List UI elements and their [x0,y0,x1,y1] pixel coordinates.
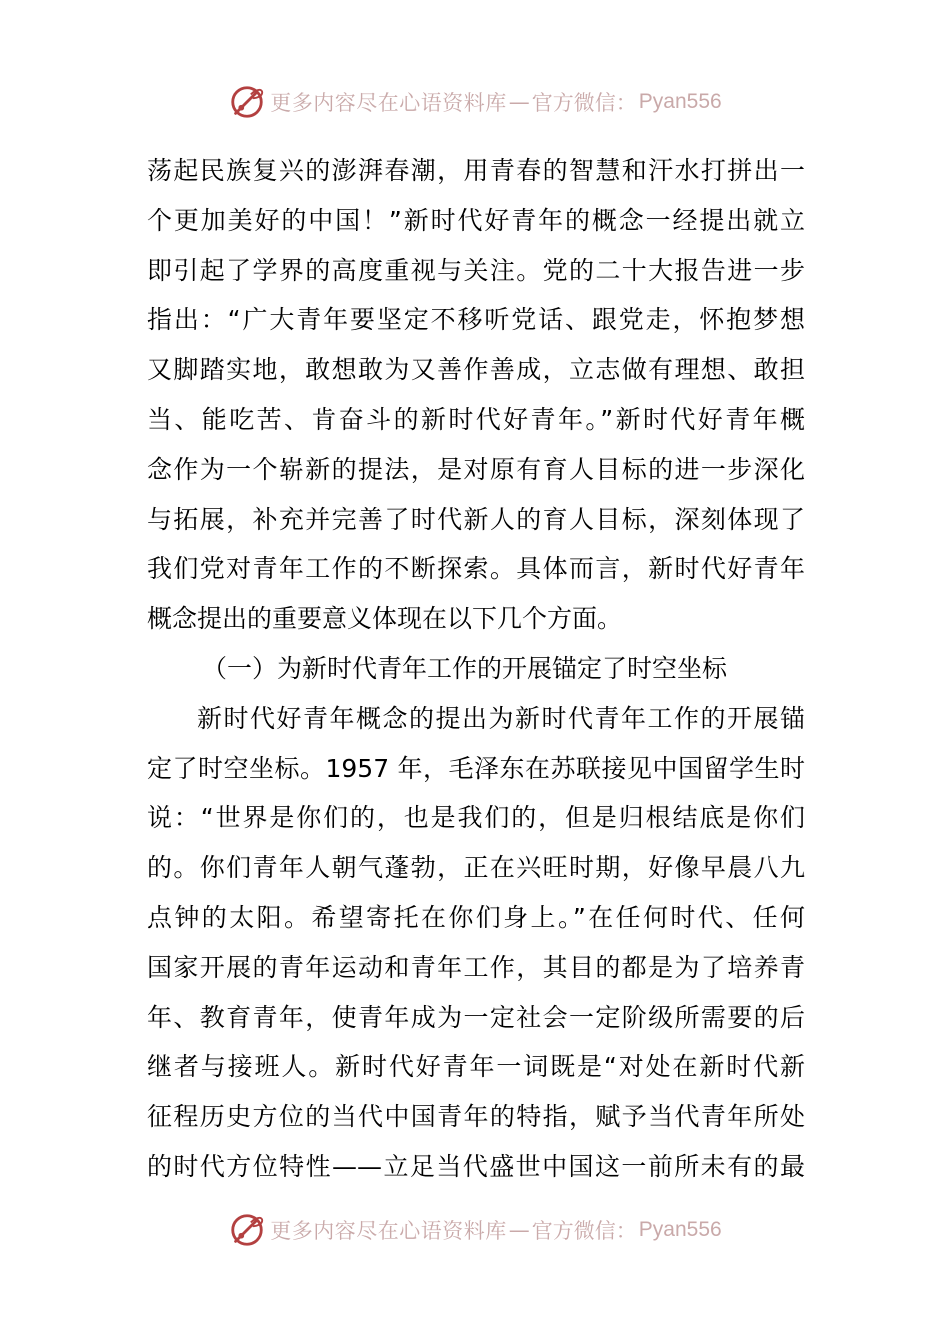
banner-wechat-label: 官方微信： [531,1219,637,1243]
text-line: 新时代好青年概念的提出为新时代青年工作的开展锚 [197,703,805,733]
banner-separator: — [508,1218,530,1242]
text-line: 荡起民族复兴的澎湃春潮，用青春的智慧和汗水打拼出一 [147,156,805,185]
text-line: 继者与接班人。新时代好青年一词既是“对处在新时代新 [147,1052,805,1082]
footer-watermark-banner [0,1210,950,1250]
body-text [147,146,805,1192]
text-line: 的时代方位特性——立足当代盛世中国这一前所未有的最 [147,1151,805,1181]
text-line: 指出：“广大青年要坚定不移听党话、跟党走，怀抱梦想 [147,305,805,335]
text-line: 国家开展的青年运动和青年工作，其目的都是为了培养青 [147,952,805,982]
text-line: 又脚踏实地，敢想敢为又善作善成，立志做有理想、敢担 [147,355,805,385]
banner-wechat-id: Pyan556 [638,90,722,113]
text-line: 点钟的太阳。希望寄托在你们身上。”在任何时代、任何 [147,902,805,932]
text-line: 征程历史方位的当代中国青年的特指，赋予当代青年所处 [147,1102,805,1132]
header-watermark-banner [0,82,950,122]
pen-logo-icon [228,1211,266,1249]
banner-text: 更多内容尽在心语资料库 [270,1219,507,1243]
banner-wechat-label: 官方微信： [531,91,637,115]
text-line: 年、教育青年，使青年成为一定社会一定阶级所需要的后 [147,1002,805,1032]
banner-separator: — [508,90,530,114]
pen-logo-icon [228,83,266,121]
section-heading: （一）为新时代青年工作的开展锚定了时空坐标 [202,653,728,683]
text-line: 的。你们青年人朝气蓬勃，正在兴旺时期，好像早晨八九 [147,853,805,883]
text-line: 即引起了学界的高度重视与关注。党的二十大报告进一步 [147,255,805,285]
text-line: 与拓展，补充并完善了时代新人的育人目标，深刻体现了 [147,504,805,534]
text-line: 当、能吃苦、肯奋斗的新时代好青年。”新时代好青年概 [147,404,805,434]
text-line: 定了时空坐标。1957 年，毛泽东在苏联接见中国留学生时 [147,753,805,783]
text-line: 说：“世界是你们的，也是我们的，但是归根结底是你们 [147,803,805,833]
text-line: 念作为一个崭新的提法，是对原有育人目标的进一步深化 [147,454,805,484]
text-line: 我们党对青年工作的不断探索。具体而言，新时代好青年 [147,554,805,584]
text-line: 个更加美好的中国！”新时代好青年的概念一经提出就立 [147,205,805,235]
text-line: 概念提出的重要意义体现在以下几个方面。 [147,604,623,634]
banner-text: 更多内容尽在心语资料库 [270,91,507,115]
banner-wechat-id: Pyan556 [638,1218,722,1241]
